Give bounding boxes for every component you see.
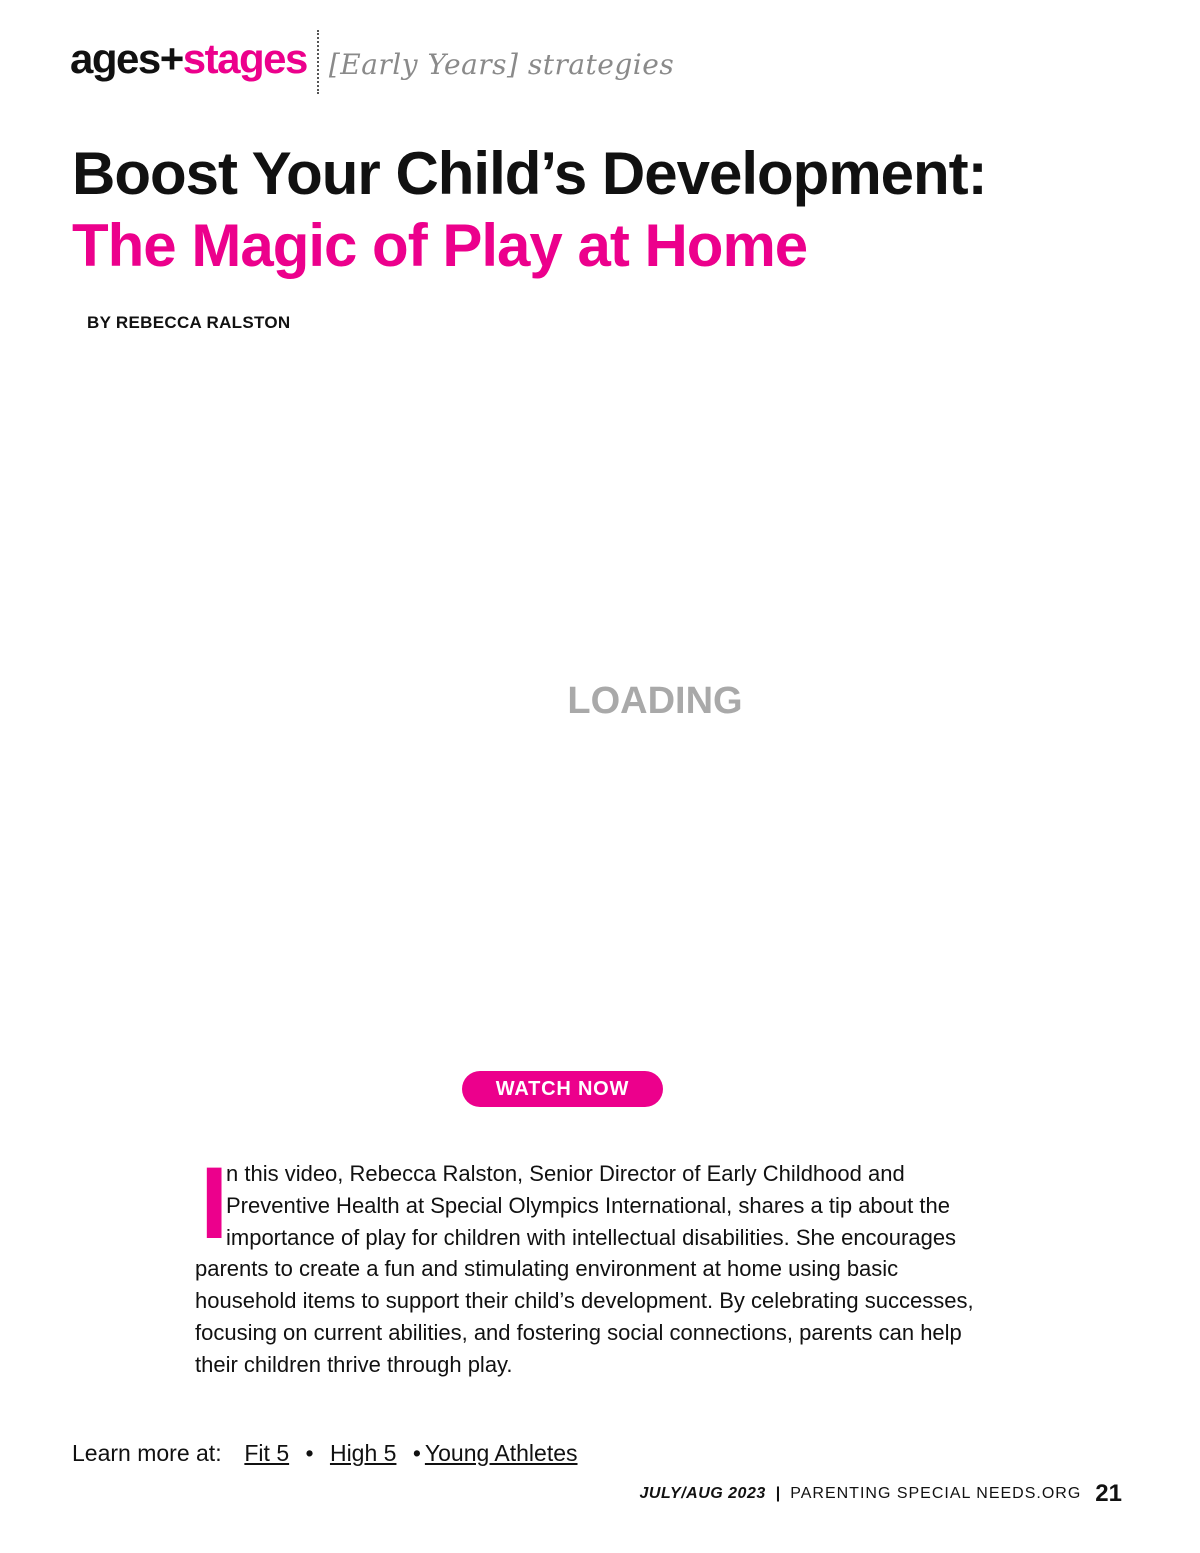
loading-text: LOADING bbox=[567, 680, 743, 722]
byline: BY REBECCA RALSTON bbox=[87, 313, 291, 332]
body-paragraph: n this video, Rebecca Ralston, Senior Director of Early Childhood and Preventive Health at Special Olympics International, shares a tip about the importance of play for children with intellectual disabilities. She encourages parents to create a fun and stimulating environment at home using basic household items to support their child’s development. By celebrating successes, focusing on current abilities, and fostering social connections, parents can help their children thrive through play. bbox=[195, 1161, 974, 1377]
link-high-5[interactable]: High 5 bbox=[329, 1440, 397, 1466]
brand-logo bbox=[70, 35, 307, 82]
footer-divider: | bbox=[775, 1485, 781, 1502]
brand-stages: stages bbox=[182, 35, 307, 82]
watch-now-button[interactable]: WATCH NOW bbox=[462, 1071, 663, 1107]
drop-cap-letter: I bbox=[200, 1146, 229, 1260]
title-line-2: The Magic of Play at Home bbox=[72, 212, 808, 279]
issue-date: JULY/AUG 2023 bbox=[639, 1485, 766, 1502]
page-number: 21 bbox=[1095, 1480, 1122, 1507]
section-tag: [Early Years] strategies bbox=[328, 48, 675, 81]
site-name: PARENTING SPECIAL NEEDS.ORG bbox=[790, 1485, 1082, 1502]
link-fit-5[interactable]: Fit 5 bbox=[244, 1440, 290, 1466]
video-embed[interactable] bbox=[72, 350, 1128, 1050]
learn-more bbox=[72, 1440, 578, 1467]
page-footer bbox=[640, 1480, 1123, 1508]
link-separator: • bbox=[305, 1440, 314, 1466]
learn-more-label: Learn more at: bbox=[72, 1440, 222, 1466]
brand-header bbox=[70, 30, 674, 94]
drop-cap bbox=[195, 1146, 229, 1260]
article-body bbox=[195, 1146, 995, 1381]
article-title bbox=[72, 138, 1152, 282]
brand-plus: + bbox=[159, 35, 183, 82]
brand-ages: ages bbox=[70, 35, 160, 82]
link-young-athletes[interactable]: Young Athletes bbox=[424, 1440, 578, 1466]
link-separator: • bbox=[412, 1440, 421, 1466]
title-line-1: Boost Your Child’s Development: bbox=[72, 140, 987, 207]
brand-divider bbox=[317, 30, 319, 94]
